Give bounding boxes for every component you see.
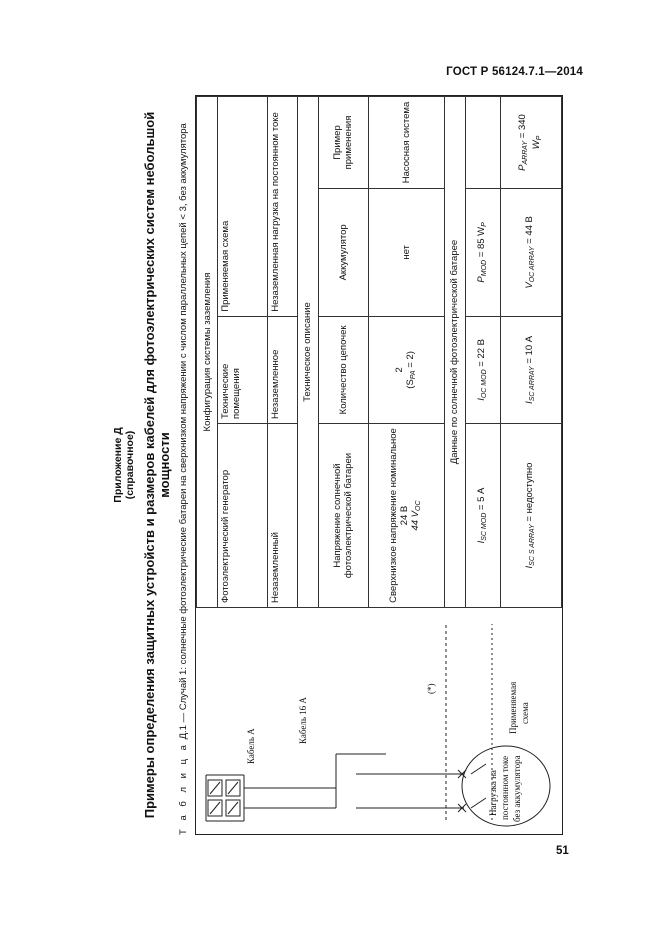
isc-array-cell <box>500 316 561 423</box>
elv-voc-subscript: OC <box>415 500 423 511</box>
load-label-line1: Нагрузка на <box>488 770 498 816</box>
isc-mod-cell <box>465 424 500 608</box>
applied-scheme-value: Незаземленная нагрузка на постоянном токе <box>268 97 298 317</box>
table-caption-prefix: Т а б л и ц а <box>178 742 189 835</box>
tech-rooms-label: Технические помещения <box>218 316 268 423</box>
isc-mod-symbol: I <box>475 540 487 544</box>
application-example-header: Пример применения <box>318 97 368 189</box>
ioc-mod-subscript: OC MOD <box>480 369 488 399</box>
appendix-heading <box>112 95 136 835</box>
page-number: 51 <box>556 845 569 857</box>
wiring-diagram-svg <box>196 608 562 834</box>
isc-s-symbol: I <box>523 565 535 569</box>
cable-a-label: Кабель А <box>246 728 256 764</box>
battery-value: нет <box>368 189 444 317</box>
annex-title-line1: Примеры определения защитных устройств и размеров кабелей для фотоэлектрических систем небольшой <box>142 111 157 819</box>
p-array-unit: W <box>530 140 542 150</box>
cable-a-lines <box>244 788 336 808</box>
pmod-unit-subscript: P <box>480 222 488 227</box>
cable-16a-label: Кабель 16 А <box>298 697 308 744</box>
rotated-content <box>100 95 580 835</box>
p-array-cell <box>500 97 561 189</box>
section-array-data: Данные по солнечной фотоэлектрической батарее <box>444 97 465 608</box>
pmod-cell <box>465 189 500 317</box>
section-grounding: Конфигурация системы заземления <box>197 97 218 608</box>
pmod-symbol: P <box>475 276 487 283</box>
pmod-value: = 85 W <box>475 226 487 260</box>
string-count-value <box>368 316 444 423</box>
annex-title <box>142 95 172 835</box>
voc-array-cell <box>500 189 561 317</box>
strings-sym: (S <box>404 379 416 389</box>
strings-sym-subscript: PA <box>409 370 417 380</box>
document-code-header: ГОСТ Р 56124.7.1—2014 <box>446 66 583 78</box>
pv-generator-grounding: Незаземленный <box>268 424 298 608</box>
annex-title-line2: мощности <box>157 432 172 498</box>
voc-array-value: = 44 В <box>523 216 535 247</box>
data-table <box>196 96 562 608</box>
p-array-subscript: ARRAY <box>521 140 529 165</box>
wiring-diagram <box>196 607 562 834</box>
table-caption-text: Д.1 — Случай 1: солнечные фотоэлектрические батареи на сверхнизком напряжении с числом параллельных цепей < 3, без аккумулятора <box>178 123 189 743</box>
strings-count: 2 <box>393 367 405 373</box>
p-array-symbol: P <box>516 164 528 171</box>
isc-array-value: = 10 А <box>523 335 535 367</box>
strings-sym-rest: = 2) <box>404 351 416 371</box>
section-technical: Техническое описание <box>297 97 318 608</box>
ioc-mod-cell <box>465 316 500 423</box>
ioc-mod-value: = 22 В <box>475 339 487 370</box>
voc-array-symbol: V <box>523 282 535 289</box>
scheme-label-line2: схема <box>520 702 530 724</box>
battery-header: Аккумулятор <box>318 189 368 317</box>
tech-rooms-grounding: Незаземленное <box>268 316 298 423</box>
ioc-mod-symbol: I <box>475 398 487 401</box>
load-label-line2: постоянном токе <box>500 755 510 820</box>
isc-s-subscript: SC S ARRAY <box>528 524 536 566</box>
elv-label: Сверхнизкое напряжение номинальное 24 В <box>388 428 411 603</box>
voc-array-subscript: OC ARRAY <box>528 246 536 283</box>
empty-cell-1 <box>465 97 500 189</box>
protection-note: (*) <box>426 683 436 694</box>
load-label-line3: без аккумулятора <box>512 755 522 822</box>
p-array-value: = 340 <box>516 114 528 141</box>
application-example-value: Насосная система <box>368 97 444 189</box>
applied-scheme-label: Применяемая схема <box>218 97 268 317</box>
table-frame <box>195 95 563 835</box>
elv-voc: 44 V <box>410 511 422 531</box>
isc-s-array-cell <box>500 424 561 608</box>
isc-mod-value: = 5 А <box>475 487 487 513</box>
appendix-label: Приложение Д <box>112 427 124 503</box>
cable-16a-lines <box>356 774 446 808</box>
isc-array-subscript: SC ARRAY <box>528 366 536 402</box>
pmod-subscript: MOD <box>480 259 488 277</box>
isc-s-value: = недоступно <box>523 462 535 525</box>
scheme-label-line1: Применяемая <box>508 681 518 734</box>
pv-generator-label: Фотоэлектрический генератор <box>218 424 268 608</box>
array-voltage-value <box>368 424 444 608</box>
array-voltage-header: Напряжение солнечной фотоэлектрической батареи <box>318 424 368 608</box>
p-array-unit-subscript: P <box>535 135 543 141</box>
appendix-type: (справочное) <box>124 430 136 500</box>
isc-array-symbol: I <box>523 401 535 404</box>
isc-mod-subscript: SC MOD <box>480 512 488 541</box>
table-caption <box>178 95 189 835</box>
string-count-header: Количество цепочек <box>318 316 368 423</box>
